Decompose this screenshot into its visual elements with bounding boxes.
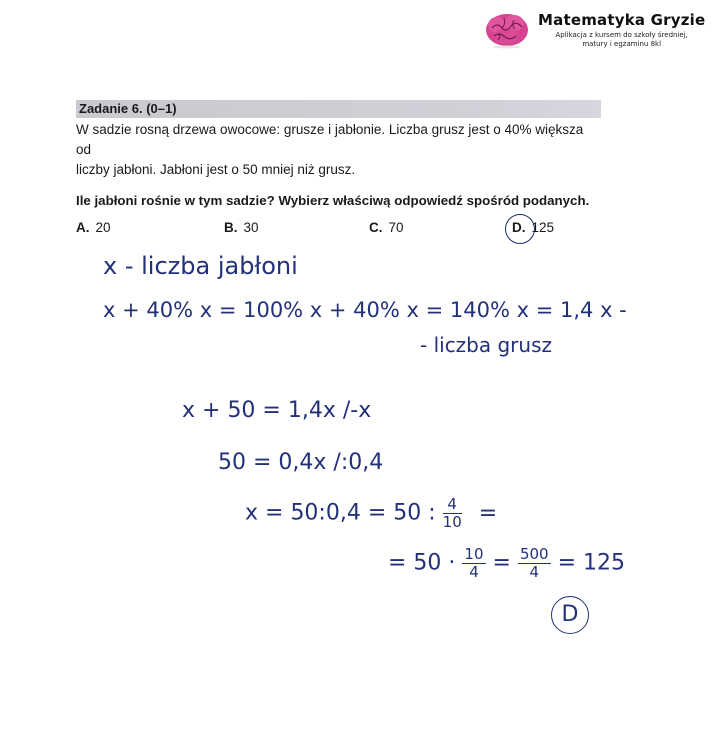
task-header: Zadanie 6. (0–1) bbox=[76, 100, 601, 118]
solution-line-7 bbox=[388, 546, 625, 581]
solution-line-5: 50 = 0,4x /:0,4 bbox=[218, 450, 384, 475]
fraction-numerator: 500 bbox=[519, 545, 549, 563]
answer-letter: B. bbox=[224, 220, 238, 235]
answer-letter: A. bbox=[76, 220, 90, 235]
brand-subtitle-line1: Aplikacja z kursem do szkoły średniej, bbox=[555, 31, 688, 39]
answer-option-c[interactable] bbox=[369, 220, 404, 235]
fraction-4-10 bbox=[443, 496, 462, 531]
solution-line-1: x - liczba jabłoni bbox=[103, 252, 298, 280]
fraction-denominator: 10 bbox=[442, 513, 462, 531]
answer-value: 20 bbox=[95, 220, 111, 235]
answer-option-a[interactable] bbox=[76, 220, 111, 235]
task-text-line1: W sadzie rosną drzewa owocowe: grusze i jabłonie. Liczba grusz jest o 40% większa od bbox=[76, 122, 584, 157]
answer-value: 70 bbox=[388, 220, 404, 235]
line6-equals: = bbox=[478, 500, 498, 526]
task-text-line2: liczby jabłoni. Jabłoni jest o 50 mniej niż grusz. bbox=[76, 162, 356, 177]
fraction-numerator: 10 bbox=[464, 545, 484, 563]
answer-letter: D. bbox=[512, 220, 526, 235]
line6-text: x = 50:0,4 = 50 : bbox=[245, 500, 436, 526]
solution-line-6 bbox=[245, 496, 497, 531]
final-answer-circle: D bbox=[551, 596, 589, 634]
line7-result: = 125 bbox=[557, 550, 626, 576]
fraction-numerator: 4 bbox=[443, 496, 462, 514]
brand-title: Matematyka Gryzie bbox=[538, 11, 706, 29]
answer-option-b[interactable] bbox=[224, 220, 259, 235]
answer-letter: C. bbox=[369, 220, 383, 235]
brand-logo bbox=[484, 10, 705, 50]
answer-options bbox=[76, 216, 601, 242]
fraction-10-4 bbox=[462, 546, 485, 581]
task-question: Ile jabłoni rośnie w tym sadzie? Wybierz właściwą odpowiedź spośród podanych. bbox=[76, 193, 590, 208]
task-text bbox=[76, 120, 601, 180]
task-block bbox=[76, 100, 601, 242]
brand-subtitle-line2: matury i egzaminu 8kl bbox=[582, 40, 662, 48]
solution-line-2: x + 40% x = 100% x + 40% x = 140% x = 1,4 x - bbox=[103, 298, 627, 322]
selection-circle bbox=[505, 214, 535, 244]
fraction-denominator: 4 bbox=[469, 563, 479, 581]
solution-line-3: - liczba grusz bbox=[420, 333, 553, 357]
solution-line-4: x + 50 = 1,4x /-x bbox=[182, 398, 372, 423]
answer-option-d[interactable] bbox=[512, 220, 554, 235]
brain-icon bbox=[484, 10, 530, 50]
line7-text: = 50 · bbox=[388, 550, 456, 576]
fraction-500-4 bbox=[518, 546, 551, 581]
fraction-denominator: 4 bbox=[529, 563, 540, 581]
answer-value: 30 bbox=[243, 220, 259, 235]
answer-value: 125 bbox=[531, 220, 555, 235]
line7-equals: = bbox=[492, 550, 511, 576]
brand-subtitle bbox=[538, 31, 705, 49]
